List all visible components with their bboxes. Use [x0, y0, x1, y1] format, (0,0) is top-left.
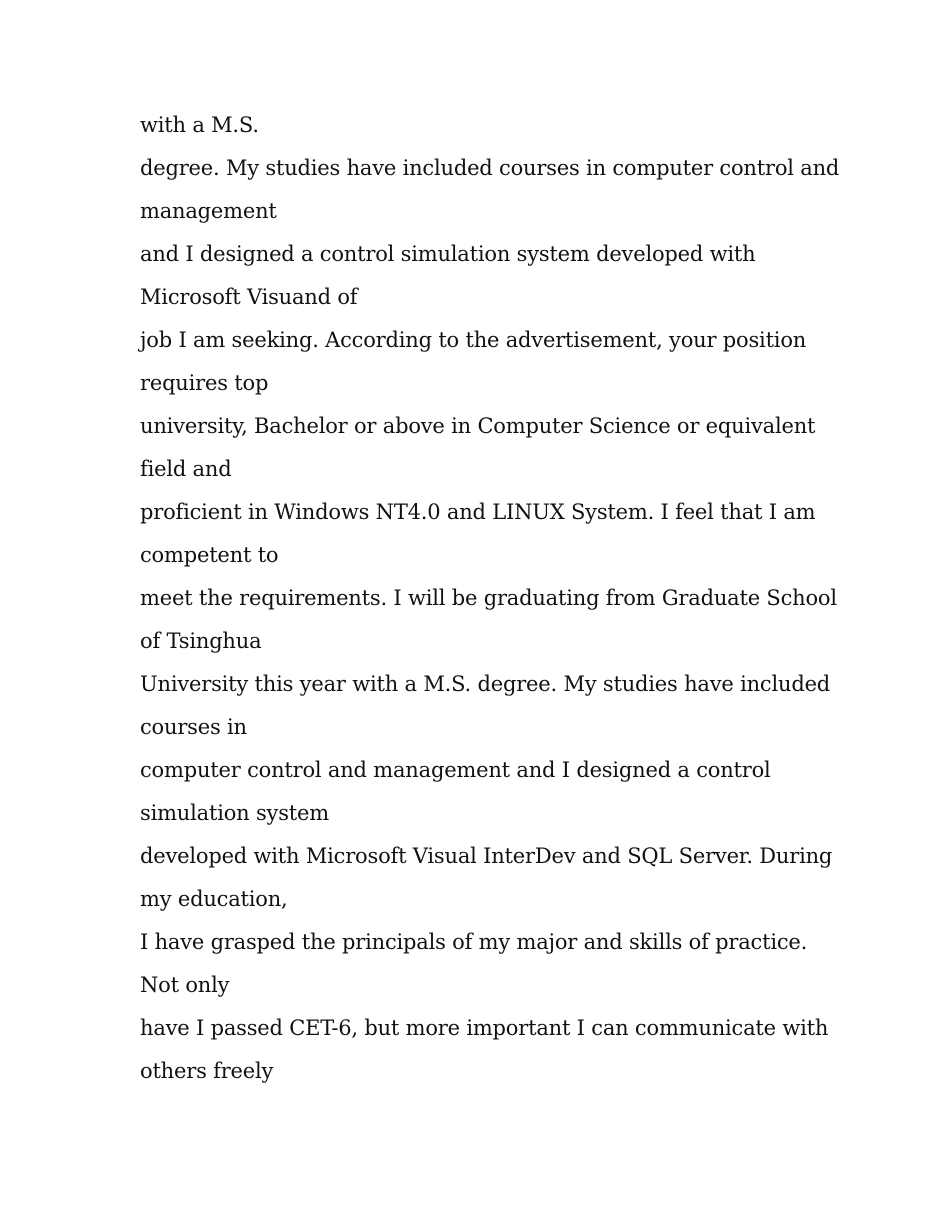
text-line: University this year with a M.S. degree. My studies have included [140, 672, 831, 696]
text-line: my education, [140, 887, 288, 911]
text-line: computer control and management and I designed a control [140, 758, 771, 782]
text-line: developed with Microsoft Visual InterDev and SQL Server. During [140, 844, 833, 868]
text-line: simulation system [140, 801, 329, 825]
text-line: I have grasped the principals of my major and skills of practice. [140, 930, 808, 954]
text-line: university, Bachelor or above in Computer Science or equivalent [140, 414, 816, 438]
text-line: and I designed a control simulation system developed with [140, 242, 756, 266]
text-line: field and [140, 457, 232, 481]
text-line: of Tsinghua [140, 629, 262, 653]
text-line: proficient in Windows NT4.0 and LINUX System. I feel that I am [140, 500, 816, 524]
text-line: Microsoft Visuand of [140, 285, 358, 309]
text-line: others freely [140, 1059, 274, 1083]
text-line: with a M.S. [140, 113, 259, 137]
text-line: have I passed CET-6, but more important I can communicate with [140, 1016, 829, 1040]
text-line: management [140, 199, 277, 223]
text-line: courses in [140, 715, 247, 739]
text-line: job I am seeking. According to the advertisement, your position [140, 328, 807, 352]
text-line: requires top [140, 371, 269, 395]
document-body [140, 104, 840, 1093]
text-line: Not only [140, 973, 230, 997]
text-line: degree. My studies have included courses in computer control and [140, 156, 840, 180]
text-line: meet the requirements. I will be graduating from Graduate School [140, 586, 837, 610]
text-line: competent to [140, 543, 279, 567]
